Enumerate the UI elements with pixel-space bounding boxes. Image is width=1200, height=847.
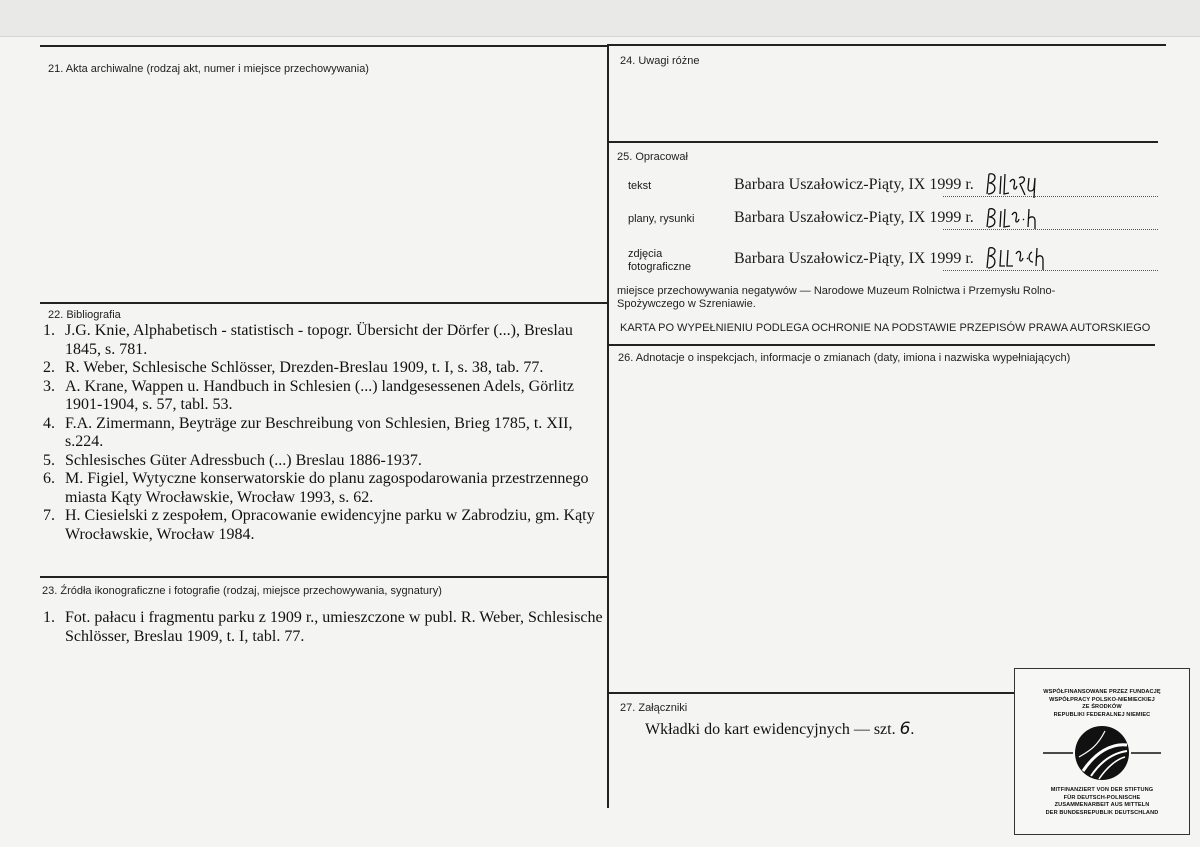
attachments-text: Wkładki do kart ewidencyjnych — szt. 6. [645,719,915,739]
bibliography-item: 3. A. Krane, Wappen u. Handbuch in Schlesien (...) landgesessenen Adels, Görlitz 1901-1904, s. 57, tabl. 53. [43,377,574,413]
logo-text-german: MITFINANZIERT VON DER STIFTUNG FÜR DEUTSCH-POLNISCHE ZUSAMMENARBEIT AUS MITTELN DER BUNDESREPUBLIK DEUTSCHLAND [1045,787,1159,816]
foundation-emblem-icon [1015,721,1189,785]
section-25-label: 25. Opracował [617,151,688,163]
iconography-list [35,609,607,646]
bibliography-item: 5. Schlesisches Güter Adressbuch (...) Breslau 1886-1937. [43,451,422,469]
bibliography-item: 7. H. Ciesielski z zespołem, Opracowanie ewidencyjne parku w Zabrodziu, gm. Kąty Wrocławskie, Wrocław 1984. [43,507,595,543]
dotted-line [943,196,1158,197]
dotted-line [943,229,1158,230]
section-24-label: 24. Uwagi różne [620,55,700,67]
section-27-label: 27. Załączniki [620,702,688,714]
author-row-plans [628,209,1158,235]
negatives-note: miejsce przechowywania negatywów — Narodowe Muzeum Rolnictwa i Przemysłu Rolno-Spożywczego w Szreniawie. [617,285,1056,310]
section-26-label: 26. Adnotacje o inspekcjach, informacje o zmianach (daty, imiona i nazwiska wypełniających) [618,352,1071,364]
signature-initials [983,201,1043,233]
sponsor-logo-box [1014,668,1190,835]
rule-left-22 [40,302,608,304]
author-row-label: zdjęcia fotograficzne [628,248,691,273]
section-22-label: 22. Bibliografia [48,309,121,321]
signature-initials [983,168,1043,200]
attachments-count: 6 [899,719,911,739]
bibliography-item: 6. M. Figiel, Wytyczne konserwatorskie do planu zagospodarowania przestrzennego miasta Kąty Wrocławskie, Wrocław 1993, s. 62. [43,470,589,506]
bibliography-item: 4. F.A. Zimermann, Beyträge zur Beschreibung von Schlesien, Brieg 1785, t. XII, s.224. [43,414,573,450]
author-row-value: Barbara Uszałowicz-Piąty, IX 1999 r. [734,176,974,193]
signature-initials [983,240,1053,274]
rule-top-left [40,45,608,47]
bibliography-item: 1. J.G. Knie, Alphabetisch - statistisch - topogr. Übersicht der Dörfer (...), Breslau 1845, s. 781. [43,322,573,358]
rule-right-26 [608,344,1155,346]
iconography-item: 1. Fot. pałacu i fragmentu parku z 1909 r., umieszczone w publ. R. Weber, Schlesische Schlösser, Breslau 1909, t. I, tabl. 77. [43,609,603,645]
bibliography-list [35,322,605,544]
copyright-note: KARTA PO WYPEŁNIENIU PODLEGA OCHRONIE NA PODSTAWIE PRZEPISÓW PRAWA AUTORSKIEGO [620,322,1151,334]
scan-top-margin [0,0,1200,37]
author-row-value: Barbara Uszałowicz-Piąty, IX 1999 r. [734,209,974,226]
logo-text-polish: WSPÓŁFINANSOWANE PRZEZ FUNDACJĘ WSPÓŁPRACY POLSKO-NIEMIECKIEJ ZE ŚRODKÓW REPUBLIKI FEDERALNEJ NIEMIEC [1043,689,1161,718]
rule-top-right [608,44,1166,46]
rule-right-27 [608,692,1014,694]
section-21-label: 21. Akta archiwalne (rodzaj akt, numer i miejsce przechowywania) [48,63,369,75]
author-row-photos [628,246,1158,276]
bibliography-item: 2. R. Weber, Schlesische Schlösser, Drezden-Breslau 1909, t. I, s. 38, tab. 77. [43,359,544,376]
author-row-label: tekst [628,180,652,192]
section-23-label: 23. Źródła ikonograficzne i fotografie (rodzaj, miejsce przechowywania, sygnatury) [42,585,442,597]
rule-right-25 [608,141,1158,143]
author-row-label: plany, rysunki [628,213,695,225]
author-row-text [628,176,1158,202]
author-row-value: Barbara Uszałowicz-Piąty, IX 1999 r. [734,250,974,267]
rule-left-23 [40,576,608,578]
